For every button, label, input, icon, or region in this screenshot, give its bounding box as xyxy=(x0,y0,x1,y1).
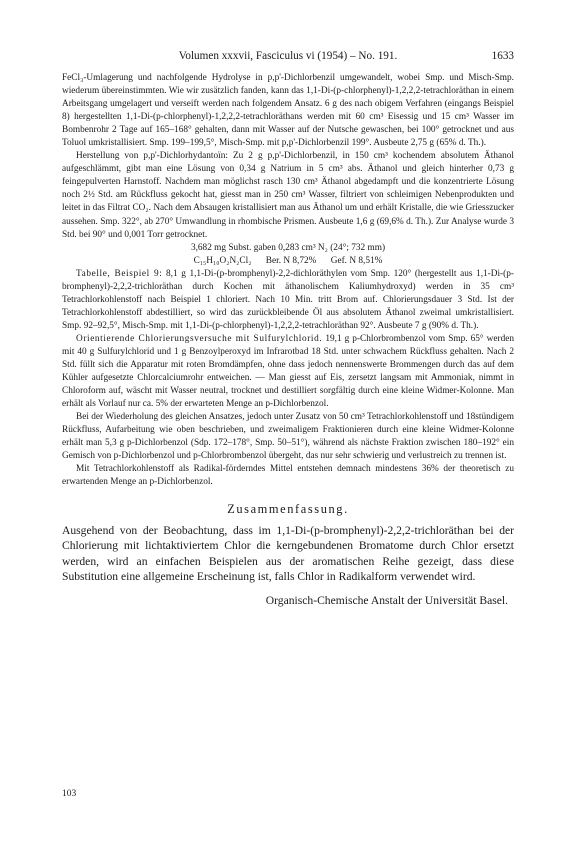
analysis-formula-line xyxy=(62,255,514,268)
page-number: 1633 xyxy=(491,50,514,62)
calculated-nitrogen: Ber. N 8,72% xyxy=(265,255,317,266)
analysis-measurement: 3,682 mg Subst. gaben 0,283 cm³ N₂ (24°; 732 mm) xyxy=(190,242,386,253)
sulfurylchlorid-text: 19,1 g p-Chlorbrombenzol vom Smp. 65° werden mit 40 g Sulfurylchlorid und 1 g Benzoylperoxyd im Infrarotbad 18 Std. unter schwachem Rückfluss gehalten. Nach 2 Std. füllt sich die Apparatur mit roten Bromdämpfen, ohne dass jedoch nennenswerte Brommengen durch das auf dem Kühler aufgesetzte Chlorcalciumrohr entweichen. — Man giesst auf Eis, zersetzt langsam mit Ammoniak, nimmt in Chloroform auf, wäscht mit Wasser neutral, trocknet und destilliert sorgfältig durch eine kleine Widmer-Kolonne. Man erhält als Vorlauf nur ca. 5% der erwarteten Menge an p-Dichlorbenzol. xyxy=(62,333,514,410)
analysis-line xyxy=(62,242,514,255)
paragraph-wiederholung: Bei der Wiederholung des gleichen Ansatzes, jedoch unter Zusatz von 50 cm³ Tetrachlorkohlenstoff und 18stündigem Rückfluss, Aufarbeitung wie oben beschrieben, und zweimaligem Fraktionieren durch eine kleine Widmer-Kolonne erhält man 5,3 g p-Dichlorbenzol (Sdp. 172–178°, Smp. 50–51°), während als nächste Fraktion zwischen 180–192° ein Gemisch von p-Dichlorbenzol und p-Chlorbrombenzol übergeht, das nur sehr schwierig und verlustreich zu trennen ist. xyxy=(62,412,514,462)
paragraph-hydantoin: Herstellung von p,p'-Dichlorhydantoïn: Zu 2 g p,p'-Dichlorbenzil, in 150 cm³ kochendem absolutem Äthanol aufgeschlämmt, gibt man eine Lösung von 0,34 g Natrium in 5 cm³ abs. Äthanol und gleich hinterher 0,73 g feingepulverten Harnstoff. Nachdem man möglichst rasch 130 cm³ Äthanol abgedampft und die konzentrierte Lösung noch 2½ Std. am Rückfluss gekocht hat, giesst man in 250 cm³ Wasser, filtriert von schleimigen Nebenprodukten und leitet in das Filtrat CO₂. Nach dem Absaugen kristallisiert man aus Äthanol um und erhält Kristalle, die wie Griesszucker aussehen. Smp. 322°, ab 270° Umwandlung in rhombische Prismen. Ausbeute 1,6 g (69,6% d. Th.). Zur Analyse wurde 3 Std. bei 90° und 0,001 Torr getrocknet. xyxy=(62,151,514,240)
paragraph-sulfurylchlorid xyxy=(62,333,514,411)
paragraph-beispiel-9 xyxy=(62,268,514,333)
signature-number: 103 xyxy=(62,789,77,799)
paragraph-tetrachlorkohlenstoff: Mit Tetrachlorkohlenstoff als Radikal-förderndes Mittel entstehen demnach mindestens 36% der theoretisch zu erwartenden Menge an p-Dichlorbenzol. xyxy=(62,464,514,488)
found-nitrogen: Gef. N 8,51% xyxy=(330,255,383,266)
beispiel-9-text: 8,1 g 1,1-Di-(p-bromphenyl)-2,2-dichloräthylen vom Smp. 120° (hergestellt aus 1,1-Di-(p-bromphenyl)-2,2,2-trichloräthan durch Kochen mit äthanolischem Kaliumhydroxyd) werden in 35 cm³ Tetrachlorkohlenstoff nach Beispiel 1 chloriert. Nach 10 Min. tritt Brom auf. Chlorierungsdauer 3 Std. Ist der Tetrachlorkohlenstoff abdestilliert, so wird das zurückbleibende Öl aus absolutem Äthanol zweimal umkristallisiert. Smp. 92–92,5°, Misch-Smp. mit 1,1-Di-(p-chlorphenyl)-1,2,2,2-tetrachloräthan 92°. Ausbeute 7 g (90% d. Th.). xyxy=(62,268,514,331)
beispiel-9-heading: Tabelle, Beispiel 9: xyxy=(76,268,163,279)
sulfurylchlorid-heading: Orientierende Chlorierungsversuche mit Sulfurylchlorid. xyxy=(76,333,323,344)
paragraph-umlagerung: FeCl₃-Umlagerung und nachfolgende Hydrolyse in p,p'-Dichlorbenzil umgewandelt, wobei Smp. und Misch-Smp. wiederum übereinstimmten. Wie wir zusätzlich fanden, kann das 1,1-Di-(p-chlorphenyl)-1,2,2,2-tetrachloräthan in einem Arbeitsgang umgelagert und verseift werden nach folgendem Ansatz. 6 g des nach obigem Verfahren (eingangs Beispiel 8) hergestellten 1,1-Di-(p-chlorphenyl)-1,2,2,2-tetrachloräthans werden mit 60 cm³ Eisessig und 15 cm³ Wasser im Bombenrohr 2 Tage auf 165–168° gehalten, dann mit Wasser auf der Nutsche gewaschen, bei 100° getrocknet und aus Toluol umkristallisiert. Smp. 199–199,5°, Misch-Smp. mit p,p'-Dichlorbenzil 199°. Ausbeute 2,75 g (65% d. Th.). xyxy=(62,73,514,149)
running-header xyxy=(62,50,514,64)
molecular-formula: C₁₅H₁₀O₂N₂Cl₂ xyxy=(193,255,252,266)
summary-heading: Zusammenfassung. xyxy=(227,501,349,516)
institute-affiliation: Organisch-Chemische Anstalt der Universität Basel. xyxy=(265,593,508,607)
article-body xyxy=(62,72,514,608)
summary-text: Ausgehend von der Beobachtung, dass im 1,1-Di-(p-bromphenyl)-2,2,2-trichloräthan bei der Chlorierung mit lichtaktiviertem Chlor die kerngebundenen Bromatome durch Chlor ersetzt werden, wird an einfachen Beispielen aus der aromatischen Reihe gezeigt, dass diese Substitution eine allgemeine Erscheinung ist, falls Chlor in Radikalform verwendet wird. xyxy=(62,523,514,584)
journal-volume-line: Volumen xxxvii, Fasciculus vi (1954) – No. 191. xyxy=(178,50,398,62)
